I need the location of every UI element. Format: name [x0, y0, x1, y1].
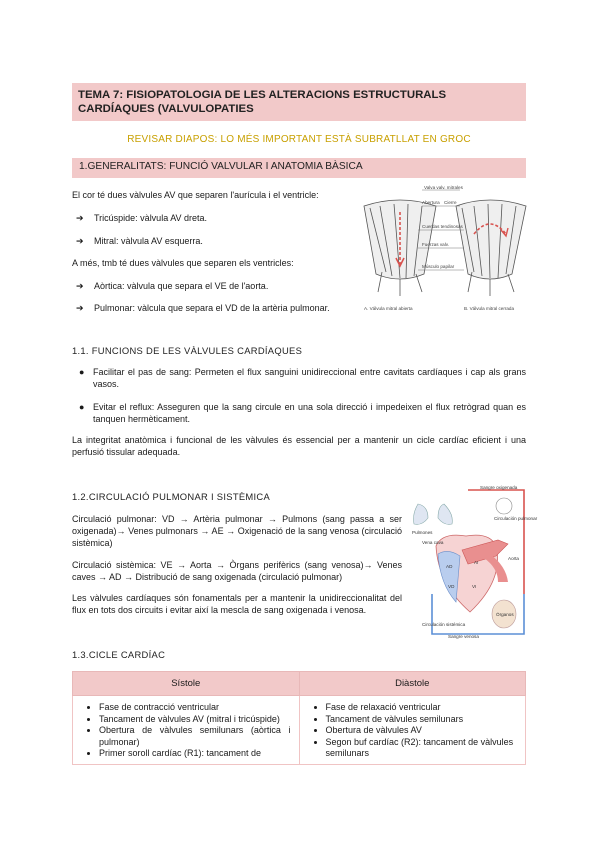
- figure-label: AI: [474, 560, 479, 565]
- figure-label: Músculo papilar: [422, 264, 455, 269]
- list-item: • Obertura de vàlvules semilunars (aòrtica i pulmonar): [99, 725, 291, 748]
- section-1-3-heading: 1.3.CICLE CARDÍAC: [72, 649, 166, 660]
- figure-label: Órganos: [496, 612, 514, 617]
- arrow-icon: ➔: [76, 213, 84, 223]
- figure-label: Cierre: [444, 200, 457, 205]
- table-header: Sístole: [73, 672, 300, 696]
- list-item: ➔ Mitral: vàlvula AV esquerra.: [76, 236, 203, 246]
- circulation-figure: [408, 484, 538, 640]
- figure-label: Valva valv. mitrales: [424, 185, 463, 190]
- systole-cell: [73, 696, 300, 765]
- section-1-1-heading: 1.1. FUNCIONS DE LES VÀLVULES CARDÍAQUES: [72, 345, 303, 356]
- arrow-icon: ➔: [76, 303, 84, 313]
- list-item: • Tancament de vàlvules semilunars: [326, 714, 518, 726]
- list-item: ➔ Aòrtica: vàlvula que separa el VE de l'aorta.: [76, 281, 269, 291]
- figure-label: Aorta: [508, 556, 519, 561]
- systemic-circulation-text: Circulació sistèmica: VE → Aorta → Òrgans perifèrics (sang venosa)→ Venes caves → AD → Distribució de sang oxigenada (circulació pulmonar): [72, 560, 402, 582]
- list-item: • Obertura de vàlvules AV: [326, 725, 518, 737]
- list-item: ➔ Tricúspide: vàlvula AV dreta.: [76, 213, 208, 223]
- figure-label: VI: [472, 584, 477, 589]
- section-1-intro: El cor té dues vàlvules AV que separen l'aurícula i el ventricle:: [72, 190, 319, 200]
- page-title: TEMA 7: FISIOPATOLOGIA DE LES ALTERACIONS ESTRUCTURALS CARDÍAQUES (VALVULOPATIES: [72, 83, 526, 121]
- list-item: ➔ Pulmonar: vàlcula que separa el VD de la artèria pulmonar.: [76, 303, 330, 313]
- bullet-icon: ●: [79, 402, 85, 412]
- figure-caption: A. Válvula mitral abierta: [364, 306, 413, 311]
- section-1-2-closing: Les vàlvules cardíaques són fonamentals per a mantenir la unidireccionalitat del flux en tots dos circuits i evitar així la mescla de sang oxigenada i venosa.: [72, 593, 402, 615]
- figure-label: VD: [448, 584, 455, 589]
- list-item: • Fase de contracció ventricular: [99, 702, 291, 714]
- section-1-more: A més, tmb té dues vàlvules que separen els ventricles:: [72, 258, 294, 268]
- circulation-diagram: [408, 484, 538, 640]
- figure-caption: B. Válvula mitral cerrada: [464, 306, 515, 311]
- figure-label: Pulmones: [412, 530, 433, 535]
- diastole-cell: [299, 696, 526, 765]
- list-item: • Segon buf cardíac (R2): tancament de vàlvules semilunars: [326, 737, 518, 760]
- section-1-heading: 1.GENERALITATS: FUNCIÓ VALVULAR I ANATOMIA BÀSICA: [72, 158, 526, 178]
- figure-label: AD: [446, 564, 453, 569]
- list-item: • Fase de relaxació ventricular: [326, 702, 518, 714]
- figure-label: Abertura: [422, 200, 440, 205]
- section-1-1-paragraph: La integritat anatòmica i funcional de les vàlvules és essencial per a mantenir un cicle cardíac eficient i una perfusió tissular adequada.: [72, 435, 526, 457]
- figure-label: Cuerdas tendinosas: [422, 224, 463, 229]
- figure-label: Fuerzas valv.: [422, 242, 449, 247]
- list-item: ● Evitar el reflux: Asseguren que la sang circule en una sola direcció i impedeixen el flux retrògrad quan es tanquen hermèticament.: [79, 402, 526, 424]
- figure-label: Vena cava: [422, 540, 444, 545]
- figure-label: Circulación pulmonar: [494, 516, 538, 521]
- mitral-valve-illustration: [360, 184, 530, 314]
- mitral-valve-figure: [360, 184, 530, 314]
- arrow-icon: ➔: [76, 236, 84, 246]
- table-header: Diàstole: [299, 672, 526, 696]
- list-item: ● Facilitar el pas de sang: Permeten el flux sanguini unidireccional entre cavitats cardíaques i cap als grans vasos.: [79, 367, 526, 389]
- bullet-icon: ●: [79, 367, 85, 377]
- cardiac-cycle-table: [72, 671, 526, 765]
- figure-label: Sangre venosa: [448, 634, 479, 639]
- section-1-2-heading: 1.2.CIRCULACIÓ PULMONAR I SISTÈMICA: [72, 491, 271, 502]
- pulmonary-circulation-text: Circulació pulmonar: VD → Artèria pulmonar → Pulmons (sang passa a ser oxigenada)→ Venes pulmonars → AE → Oxigenació de la sang venosa (circulació sistèmica): [72, 514, 402, 548]
- arrow-icon: ➔: [76, 281, 84, 291]
- figure-label: Circulación sistémica: [422, 622, 466, 627]
- review-note: REVISAR DIAPOS: LO MÉS IMPORTANT ESTÀ SUBRATLLAT EN GROC: [127, 134, 471, 145]
- list-item: • Tancament de vàlvules AV (mitral i tricúspide): [99, 714, 291, 726]
- figure-label: Sangre oxigenada: [480, 485, 518, 490]
- list-item: • Primer soroll cardíac (R1): tancament de: [99, 748, 291, 760]
